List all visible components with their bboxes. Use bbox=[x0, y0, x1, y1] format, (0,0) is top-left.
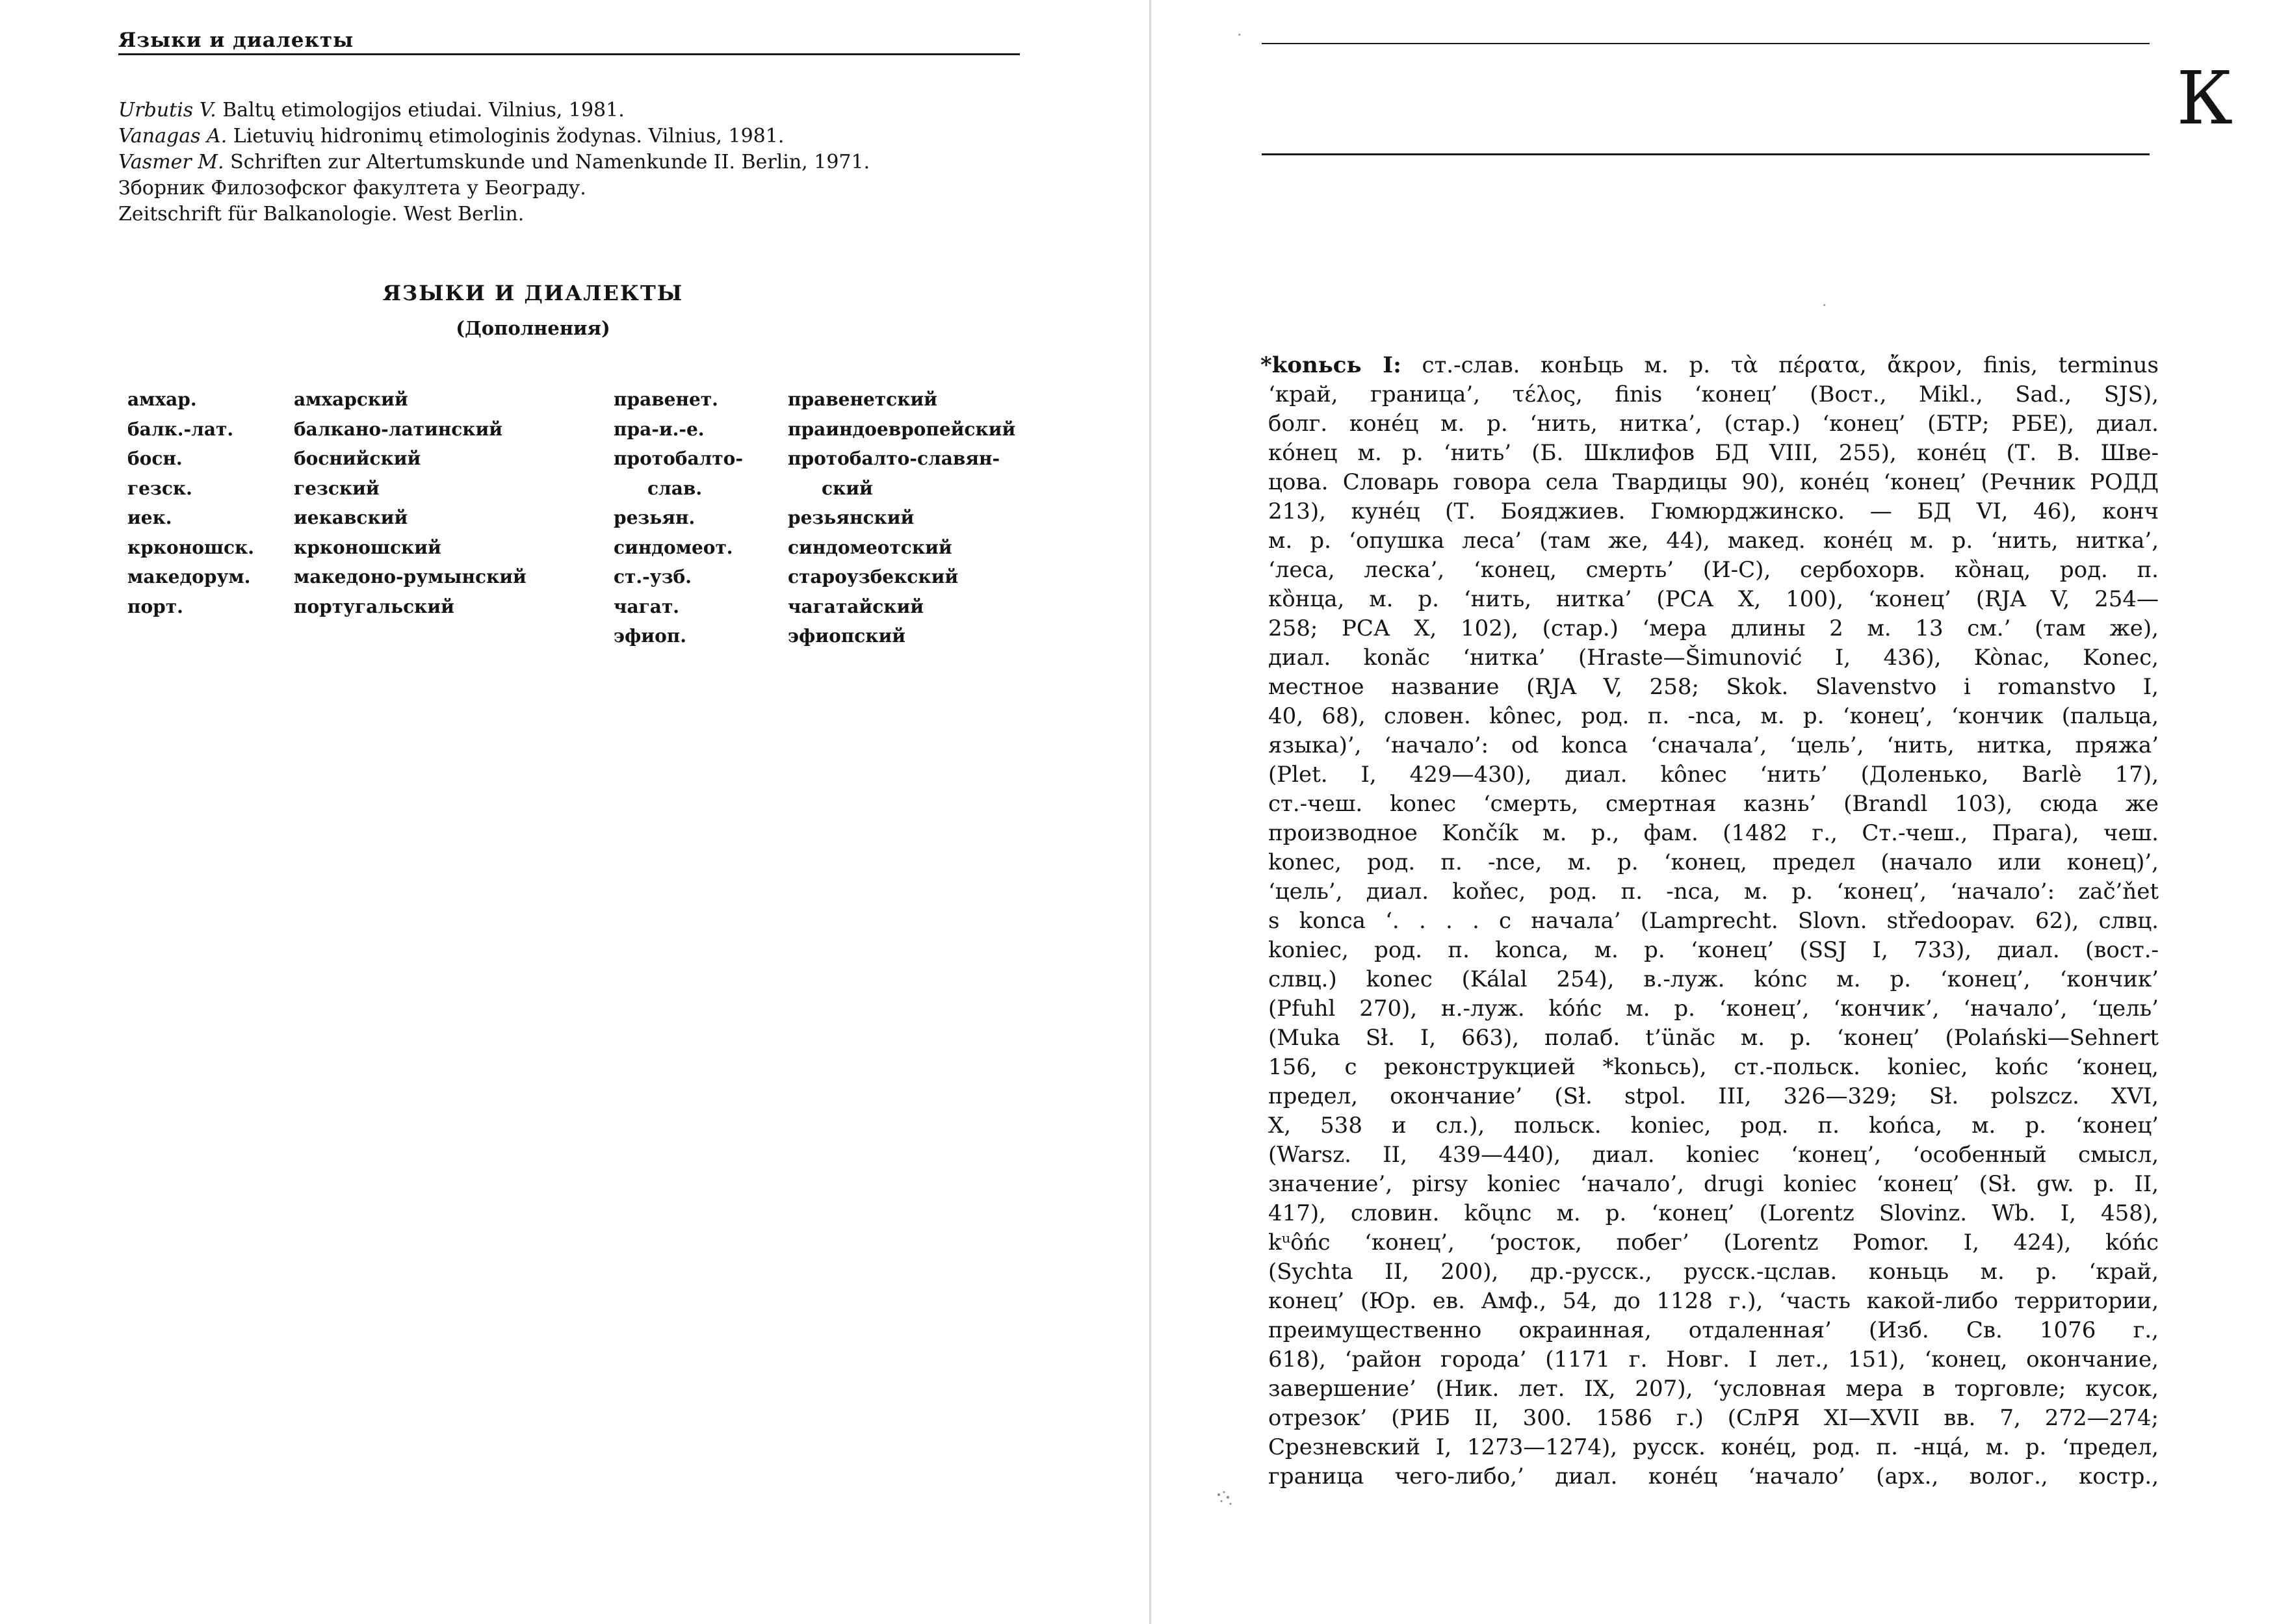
entry-line-text: 156, с реконструкцией *konьcь), ст.-польск. koniec, końc ‘конец, bbox=[1268, 1054, 2159, 1080]
bibliography-author: Vanagas A. bbox=[118, 125, 228, 148]
abbreviation: правенет. bbox=[614, 389, 718, 410]
bibliography-author: Vasmer M. bbox=[118, 151, 224, 174]
letter-rule bbox=[1262, 153, 2150, 155]
entry-line-text: ‘цель’, диал. koňec, род. п. -nca, м. р. ‘конец’, ‘начало’: zač’ňet bbox=[1268, 879, 2159, 905]
abbreviation: крконошск. bbox=[127, 536, 254, 558]
abbreviation: иек. bbox=[127, 507, 172, 528]
entry-line bbox=[1268, 848, 2159, 877]
entry-line bbox=[1268, 1345, 2159, 1374]
entry-line bbox=[1268, 1053, 2159, 1082]
abbreviation-row bbox=[127, 385, 527, 415]
abbreviation-meaning: праиндоевропейский bbox=[788, 418, 1016, 440]
entry-line-text: ‘леса, леска’, ‘конец, смерть’ (И-С), сербохорв. ко̏нац, род. п. bbox=[1268, 557, 2159, 583]
abbreviation-meaning: резьянский bbox=[788, 507, 915, 528]
entry-line bbox=[1268, 380, 2159, 409]
abbreviation: пра-и.-е. bbox=[614, 418, 705, 440]
entry-line bbox=[1268, 965, 2159, 994]
entry-line-text: предел, окончание’ (Sł. stpol. III, 326—329; Sł. polszcz. XVI, bbox=[1268, 1083, 2159, 1109]
abbreviation-row bbox=[614, 533, 1015, 563]
scan-smudge-icon bbox=[1214, 1488, 1236, 1508]
abbreviations-column-1 bbox=[127, 385, 527, 621]
entry-line-text: 40, 68), словен. kônec, род. п. -nca, м. р. ‘конец’, ‘кончик (пальца, bbox=[1268, 703, 2159, 729]
entry-line-text: ст.-слав. конЬць м. р. τὰ πέρατα, ἄκρον, finis, terminus bbox=[1401, 352, 2159, 378]
entry-line bbox=[1268, 877, 2159, 907]
entry-line bbox=[1268, 1082, 2159, 1111]
abbreviation-row bbox=[127, 592, 527, 622]
entry-line bbox=[1268, 643, 2159, 673]
abbreviation-row bbox=[614, 621, 1015, 651]
entry-line bbox=[1268, 1316, 2159, 1345]
entry-line bbox=[1268, 1433, 2159, 1462]
entry-line bbox=[1268, 468, 2159, 497]
entry-line bbox=[1268, 497, 2159, 526]
entry-line-text: преимущественно окраинная, отдаленная’ (Изб. Св. 1076 г., bbox=[1268, 1317, 2159, 1343]
abbreviation: резьян. bbox=[614, 507, 696, 528]
entry-line-text: (Pfuhl 270), н.-луж. kóńc м. р. ‘конец’, ‘кончик’, ‘начало’, ‘цель’ bbox=[1268, 996, 2159, 1022]
running-head: Языки и диалекты bbox=[118, 29, 354, 52]
entry-line-text: языка)’, ‘начало’: od konca ‘сначала’, ‘цель’, ‘нить, нитка, пряжа’ bbox=[1268, 732, 2159, 758]
top-rule bbox=[1262, 43, 2150, 44]
abbreviation-meaning: протобалто-славян- bbox=[788, 448, 1000, 469]
entry-line-text: 213), куне́ц (Т. Бояджиев. Гюмюрджинско. — БД VI, 46), конч bbox=[1268, 498, 2159, 524]
abbreviation-meaning: балкано-латинский bbox=[294, 418, 503, 440]
abbreviation: эфиоп. bbox=[614, 625, 686, 647]
abbreviation-row bbox=[614, 415, 1015, 445]
abbreviation-meaning: крконошский bbox=[294, 536, 441, 558]
section-letter: К bbox=[2176, 57, 2233, 141]
entry-line bbox=[1268, 556, 2159, 585]
dictionary-entry bbox=[1260, 351, 2159, 1491]
entry-line-text: диал. konăc ‘нитка’ (Hraste—Šimunović I, 436), Kònac, Konec, bbox=[1268, 645, 2159, 671]
abbreviation: чагат. bbox=[614, 595, 680, 617]
abbreviation-row bbox=[614, 385, 1015, 415]
bibliography-list bbox=[118, 97, 1041, 227]
entry-line bbox=[1268, 1111, 2159, 1141]
entry-line-text: болг. коне́ц м. р. ‘нить, нитка’, (стар.) ‘конец’ (БТР; РБЕ), диал. bbox=[1268, 411, 2159, 437]
abbreviation: порт. bbox=[127, 595, 183, 617]
section-subtitle: (Дополнения) bbox=[456, 317, 610, 339]
entry-line-text: м. р. ‘опушка леса’ (там же, 44), макед. коне́ц м. р. ‘нить, нитка’, bbox=[1268, 528, 2159, 554]
bibliography-text: Zeitschrift für Balkanologie. West Berlin. bbox=[118, 203, 525, 226]
abbreviation-meaning: амхарский bbox=[294, 389, 408, 410]
entry-line-text: koniec, род. п. konca, м. р. ‘конец’ (SSJ I, 733), диал. (вост.- bbox=[1268, 937, 2159, 963]
entry-line-text: отрезок’ (РИБ II, 300. 1586 г.) (СлРЯ XI—XVII вв. 7, 272—274; bbox=[1268, 1405, 2159, 1431]
entry-line bbox=[1268, 1199, 2159, 1228]
entry-line-text: 417), словин. kõųnc м. р. ‘конец’ (Lorentz Slovinz. Wb. I, 458), bbox=[1268, 1200, 2159, 1226]
scan-speck-icon: · bbox=[1237, 26, 1242, 44]
entry-line bbox=[1268, 731, 2159, 760]
abbreviation-meaning: боснийский bbox=[294, 448, 421, 469]
bibliography-text: Зборник Филозофског факултета у Београду. bbox=[118, 177, 586, 200]
entry-line-text: (Warsz. II, 439—440), диал. koniec ‘конец’, ‘особенный смысл, bbox=[1268, 1142, 2159, 1168]
entry-line-text: завершение’ (Ник. лет. IX, 207), ‘условная мера в торговле; кусок, bbox=[1268, 1376, 2159, 1402]
entry-line bbox=[1268, 1141, 2159, 1170]
entry-line bbox=[1268, 1170, 2159, 1199]
abbreviation-meaning: ский bbox=[822, 477, 873, 499]
entry-line bbox=[1268, 409, 2159, 439]
right-page bbox=[1151, 0, 2290, 1624]
abbreviations-column-2 bbox=[614, 385, 1015, 651]
entry-line-text: ст.-чеш. konec ‘смерть, смертная казнь’ (Brandl 103), сюда же bbox=[1268, 791, 2159, 817]
entry-line bbox=[1268, 1024, 2159, 1053]
entry-line bbox=[1268, 1287, 2159, 1316]
entry-line bbox=[1268, 673, 2159, 702]
abbreviation-meaning: правенетский bbox=[788, 389, 937, 410]
abbreviation-meaning: македоно-румынский bbox=[294, 566, 527, 587]
entry-line-text: цова. Словарь говора села Твардицы 90), коне́ц ‘конец’ (Речник РОДД bbox=[1268, 469, 2159, 495]
scan-speck-icon: · bbox=[1822, 296, 1827, 315]
entry-line bbox=[1268, 994, 2159, 1024]
abbreviation-meaning: иекавский bbox=[294, 507, 408, 528]
abbreviation-row bbox=[127, 562, 527, 592]
bibliography-item bbox=[118, 149, 1041, 175]
bibliography-item bbox=[118, 201, 1041, 227]
entry-line-text: (Plet. I, 429—430), диал. kônec ‘нить’ (Доленько, Barlè 17), bbox=[1268, 762, 2159, 788]
entry-line-text: (Sychta II, 200), др.-русск., русск.-цслав. коньць м. р. ‘край, bbox=[1268, 1259, 2159, 1285]
entry-line bbox=[1268, 819, 2159, 848]
entry-line bbox=[1268, 1404, 2159, 1433]
entry-line bbox=[1268, 614, 2159, 643]
abbreviation: босн. bbox=[127, 448, 183, 469]
abbreviation-meaning: староузбекский bbox=[788, 566, 959, 587]
abbreviation: ст.-узб. bbox=[614, 566, 692, 587]
abbreviation-meaning: португальский bbox=[294, 595, 454, 617]
bibliography-text: Schriften zur Altertumskunde und Namenkunde II. Berlin, 1971. bbox=[224, 151, 870, 174]
entry-line-text: значение’, pirsy koniec ‘начало’, drugi koniec ‘конец’ (Sł. gw. p. II, bbox=[1268, 1171, 2159, 1197]
entry-line bbox=[1268, 790, 2159, 819]
entry-line-text: ко̏нца, м. р. ‘нить, нитка’ (РСА X, 100), ‘конец’ (RJA V, 254— bbox=[1268, 586, 2159, 612]
entry-line-text: 258; РСА X, 102), (стар.) ‘мера длины 2 м. 13 см.’ (там же), bbox=[1268, 615, 2159, 641]
abbreviation-row bbox=[127, 415, 527, 445]
entry-line-text: 618), ‘район города’ (1171 г. Новг. I лет., 151), ‘конец, окончание, bbox=[1268, 1347, 2159, 1373]
entry-line bbox=[1268, 907, 2159, 936]
entry-line-text: конец’ (Юр. ев. Амф., 54, до 1128 г.), ‘часть какой-либо территории, bbox=[1268, 1288, 2159, 1314]
abbreviation-row bbox=[614, 503, 1015, 533]
entry-line bbox=[1268, 1374, 2159, 1404]
entry-line-text: kᵘôńc ‘конец’, ‘росток, побег’ (Lorentz Pomor. I, 424), kóńc bbox=[1268, 1230, 2159, 1256]
abbreviation-row bbox=[614, 592, 1015, 622]
entry-line-text: производное Končík м. р., фам. (1482 г., Ст.-чеш., Прага), чеш. bbox=[1268, 820, 2159, 846]
abbreviation: слав. bbox=[647, 477, 703, 499]
abbreviation: амхар. bbox=[127, 389, 197, 410]
abbreviation-row bbox=[127, 533, 527, 563]
abbreviation: македорум. bbox=[127, 566, 251, 587]
entry-line-text: Срезневский I, 1273—1274), русск. коне́ц, род. п. -нца́, м. р. ‘предел, bbox=[1268, 1434, 2159, 1460]
bibliography-item bbox=[118, 123, 1041, 149]
entry-line bbox=[1268, 1228, 2159, 1257]
entry-headword: *konьcь I: bbox=[1260, 352, 1401, 378]
abbreviation: протобалто- bbox=[614, 448, 743, 469]
bibliography-text: Lietuvių hidronimų etimologinis žodynas. Vilnius, 1981. bbox=[227, 125, 785, 148]
abbreviation-row bbox=[127, 503, 527, 533]
abbreviation-row bbox=[614, 444, 1015, 474]
section-title: ЯЗЫКИ И ДИАЛЕКТЫ bbox=[382, 281, 684, 305]
abbreviation-row bbox=[614, 562, 1015, 592]
abbreviation: балк.-лат. bbox=[127, 418, 234, 440]
entry-line bbox=[1268, 526, 2159, 556]
entry-line bbox=[1268, 1462, 2159, 1491]
entry-line-text: ко́нец м. р. ‘нить’ (Б. Шклифов БД VIII, 255), коне́ц (Т. В. Шве- bbox=[1268, 440, 2159, 466]
entry-line bbox=[1268, 1257, 2159, 1287]
bibliography-author: Urbutis V. bbox=[118, 99, 216, 122]
entry-line bbox=[1268, 760, 2159, 790]
entry-line bbox=[1268, 936, 2159, 965]
abbreviation-row bbox=[127, 474, 527, 504]
abbreviation: синдомеот. bbox=[614, 536, 733, 558]
abbreviation: гезск. bbox=[127, 477, 192, 499]
entry-line-text: ‘край, граница’, τέλος, finis ‘конец’ (Вост., Mikl., Sad., SJS), bbox=[1268, 381, 2159, 407]
entry-line bbox=[1260, 351, 2159, 380]
entry-line-text: konec, род. п. -nce, м. р. ‘конец, предел (начало или конец)’, bbox=[1268, 849, 2159, 875]
entry-line-text: слвц.) konec (Kálal 254), в.-луж. kónc м. р. ‘конец’, ‘кончик’ bbox=[1268, 966, 2159, 992]
abbreviation-row bbox=[127, 444, 527, 474]
abbreviation-meaning: синдомеотский bbox=[788, 536, 952, 558]
entry-line-text: (Muka Sł. I, 663), полаб. t’ünăc м. р. ‘конец’ (Polański—Sehnert bbox=[1268, 1025, 2159, 1051]
entry-line-text: s konca ‘. . . . с начала’ (Lamprecht. Slovn. středoopav. 62), слвц. bbox=[1268, 908, 2159, 934]
entry-line-text: местное название (RJA V, 258; Skok. Slavenstvo i romanstvo I, bbox=[1268, 674, 2159, 700]
abbreviation-meaning: чагатайский bbox=[788, 595, 924, 617]
entry-line bbox=[1268, 585, 2159, 614]
abbreviation-row bbox=[614, 474, 1015, 504]
bibliography-item bbox=[118, 175, 1041, 201]
bibliography-item bbox=[118, 97, 1041, 123]
abbreviation-meaning: эфиопский bbox=[788, 625, 906, 647]
entry-line bbox=[1268, 439, 2159, 468]
entry-line-text: X, 538 и сл.), польск. koniec, род. п. końca, м. р. ‘конец’ bbox=[1268, 1113, 2159, 1139]
entry-line bbox=[1268, 702, 2159, 731]
header-rule bbox=[118, 53, 1020, 55]
entry-line-text: граница чего-либо,’ диал. коне́ц ‘начало’ (арх., волог., костр., bbox=[1268, 1463, 2159, 1489]
bibliography-text: Baltų etimologijos etiudai. Vilnius, 1981. bbox=[216, 99, 625, 122]
abbreviation-meaning: гезский bbox=[294, 477, 380, 499]
